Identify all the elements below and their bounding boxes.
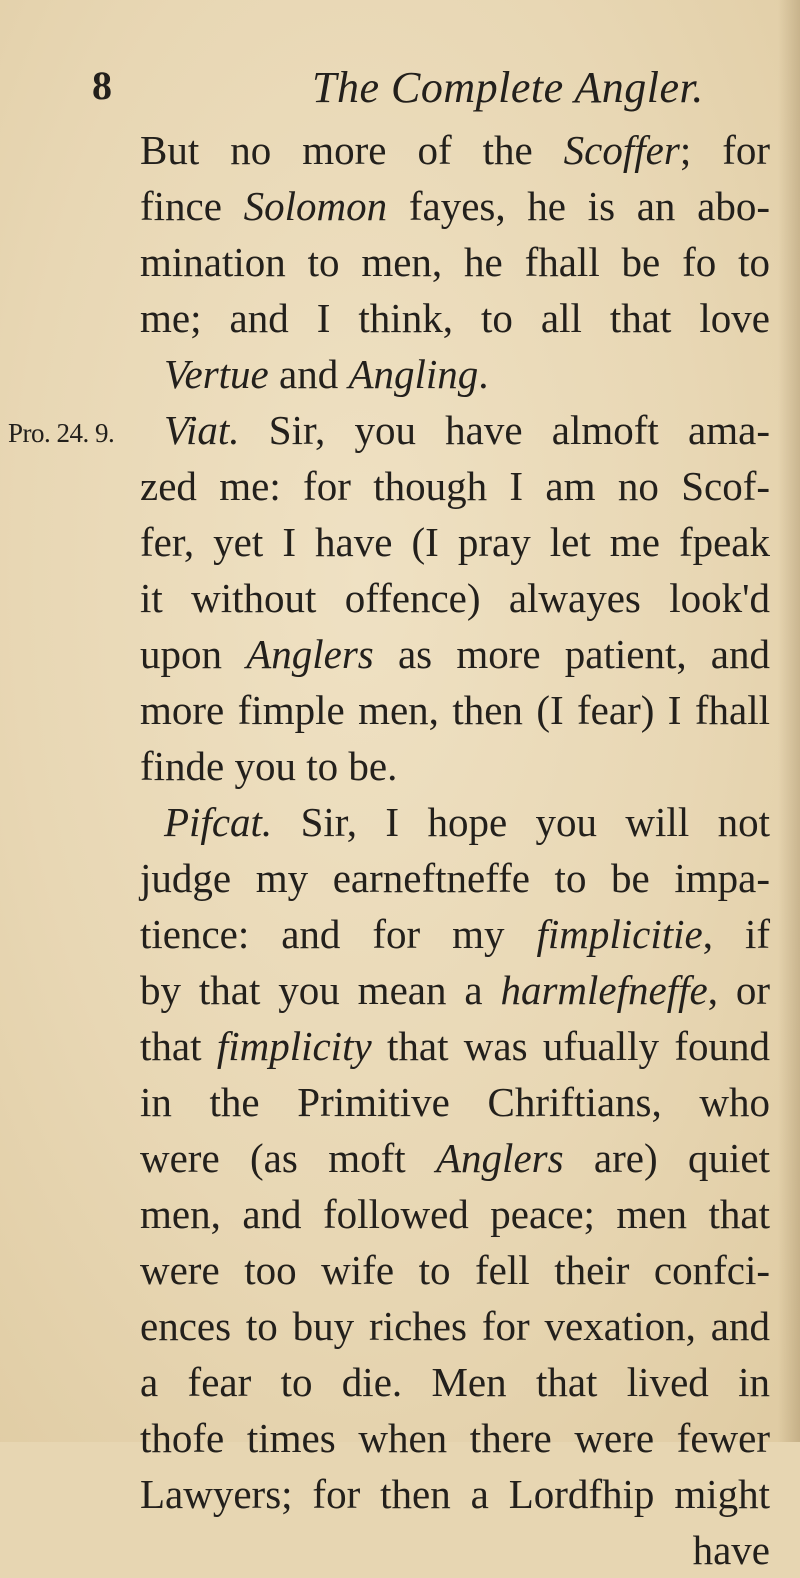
text-line: more fimple men, then (I fear) I fhall <box>140 687 770 733</box>
speaker-name: Pifcat. <box>164 799 273 845</box>
text-line: ences to buy riches for vexation, and <box>140 1303 770 1349</box>
text-line: Vertue and Angling. <box>164 351 489 397</box>
page-edge-shadow <box>778 0 800 1442</box>
speaker-name: Viat. <box>164 407 240 453</box>
catchword: have <box>692 1527 770 1573</box>
text-line: fer, yet I have (I pray let me fpeak <box>140 519 770 565</box>
text-line: it without offence) alwayes look'd <box>140 575 770 621</box>
text-line: Viat. Sir, you have almoft ama- <box>164 407 770 453</box>
text-line: But no more of the Scoffer; for <box>140 127 770 173</box>
text-line: Pifcat. Sir, I hope you will not <box>164 799 770 845</box>
text-line: men, and followed peace; men that <box>140 1191 770 1237</box>
text-line: fince Solomon fayes, he is an abo- <box>140 183 770 229</box>
text-line: mination to men, he fhall be fo to <box>140 239 770 285</box>
text-line: me; and I think, to all that love <box>140 295 770 341</box>
text-line: that fimplicity that was ufually found <box>140 1023 771 1069</box>
text-line: thofe times when there were fewer <box>140 1415 770 1461</box>
text-line: by that you mean a harmlefneffe, or <box>140 967 771 1013</box>
text-line: were (as moft Anglers are) quiet <box>140 1135 770 1181</box>
text-line: finde you to be. <box>140 743 398 789</box>
body-text <box>140 122 770 1578</box>
page-number: 8 <box>92 63 112 108</box>
text-line: a fear to die. Men that lived in <box>140 1359 770 1405</box>
text-line: were too wife to fell their confci- <box>140 1247 770 1293</box>
page-header <box>0 63 800 126</box>
margin-reference: Pro. 24. 9. <box>8 418 115 448</box>
text-line: zed me: for though I am no Scof- <box>140 463 770 509</box>
text-line: Lawyers; for then a Lordfhip might <box>140 1471 770 1517</box>
text-line: judge my earneftneffe to be impa- <box>140 855 770 901</box>
text-line: tience: and for my fimplicitie, if <box>140 911 771 957</box>
text-line: upon Anglers as more patient, and <box>140 631 771 677</box>
text-line: in the Primitive Chriftians, who <box>140 1079 770 1125</box>
running-title: The Complete Angler. <box>312 63 704 112</box>
